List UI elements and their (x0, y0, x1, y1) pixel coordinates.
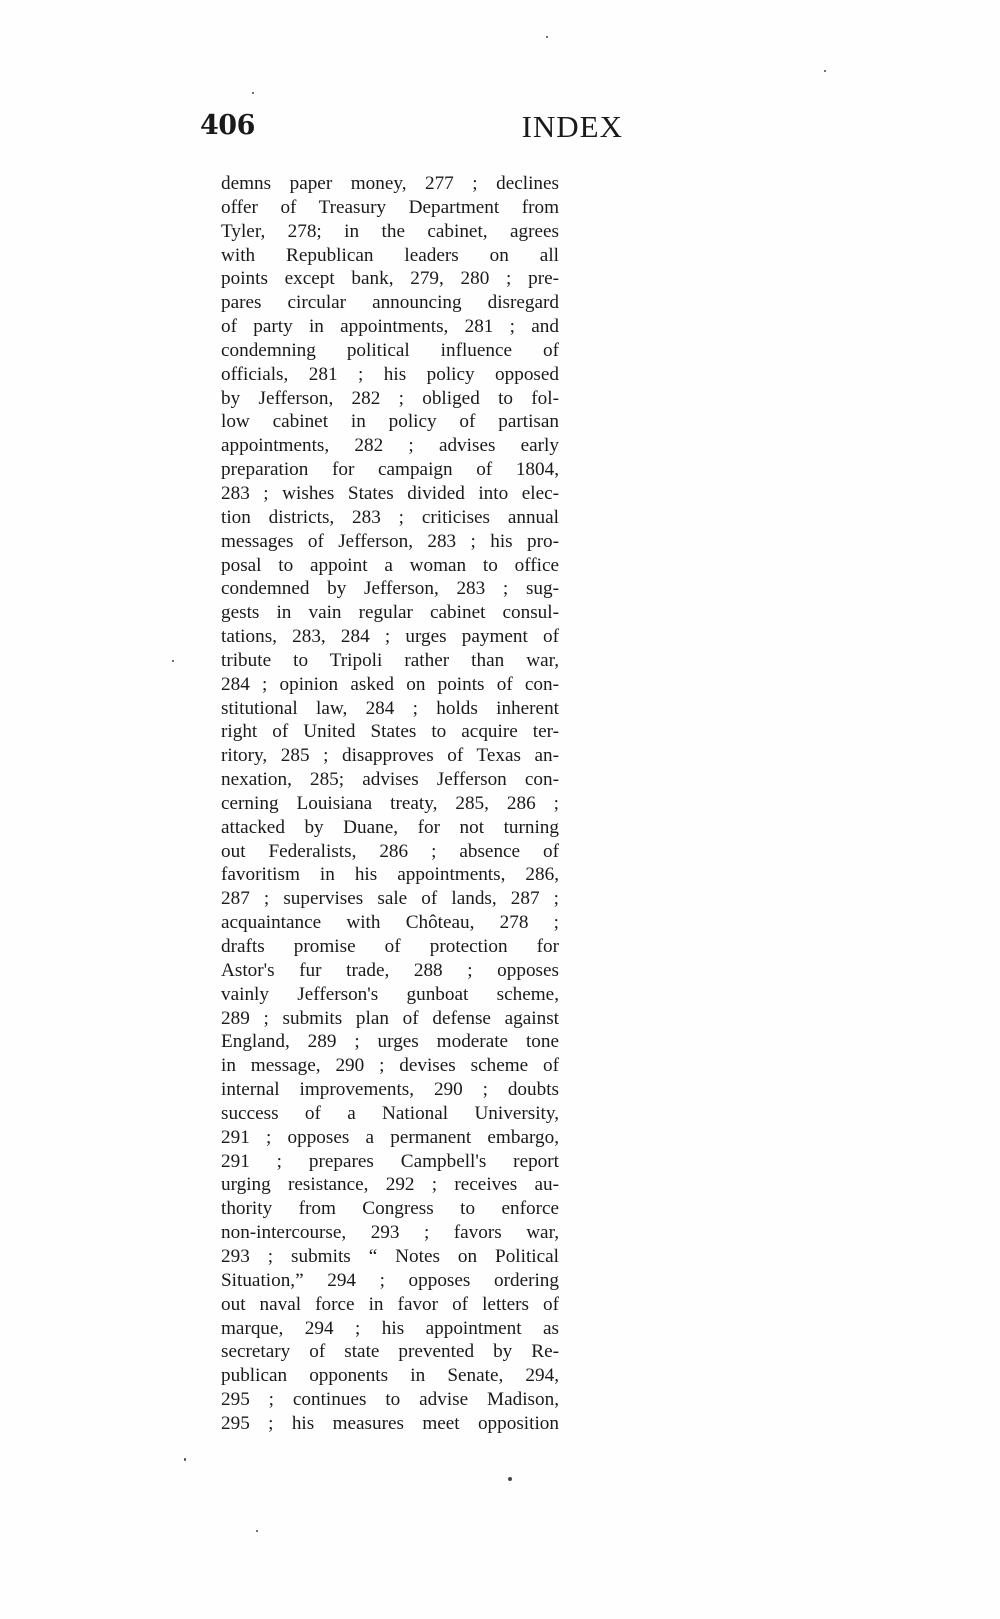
text-line: 289 ; submits plan of defense against (221, 1007, 559, 1029)
text-line: thority from Congress to enforce (221, 1198, 559, 1220)
text-line: secretary of state prevented by Re- (221, 1341, 559, 1363)
text-line: 291 ; prepares Campbell's report (221, 1150, 559, 1172)
text-line: cerning Louisiana treaty, 285, 286 ; (221, 792, 559, 814)
text-line: acquaintance with Chôteau, 278 ; (221, 912, 559, 934)
text-line: 295 ; continues to advise Madison, (221, 1389, 559, 1411)
text-line: condemned by Jefferson, 283 ; sug- (221, 578, 559, 600)
scan-speck (172, 660, 174, 662)
text-line: tations, 283, 284 ; urges payment of (221, 626, 559, 648)
text-line: favoritism in his appointments, 286, (221, 864, 559, 886)
text-line: tribute to Tripoli rather than war, (221, 649, 559, 671)
text-line: out Federalists, 286 ; absence of (221, 840, 559, 862)
text-line: non-intercourse, 293 ; favors war, (221, 1222, 559, 1244)
text-line: 293 ; submits “ Notes on Political (221, 1245, 559, 1267)
page-header (200, 109, 623, 150)
text-line: marque, 294 ; his appointment as (221, 1317, 559, 1339)
text-line: in message, 290 ; devises scheme of (221, 1055, 559, 1077)
text-line: demns paper money, 277 ; declines (221, 173, 559, 194)
text-line: officials, 281 ; his policy opposed (221, 363, 559, 385)
text-line: right of United States to acquire ter- (221, 721, 559, 743)
text-line: Situation,” 294 ; opposes ordering (221, 1269, 559, 1291)
text-line: out naval force in favor of letters of (221, 1293, 559, 1315)
text-line: internal improvements, 290 ; doubts (221, 1079, 559, 1101)
text-line: 287 ; supervises sale of lands, 287 ; (221, 888, 559, 910)
text-line: 295 ; his measures meet opposition (221, 1412, 559, 1434)
text-line: pares circular announcing disregard (221, 292, 559, 314)
text-line: preparation for campaign of 1804, (221, 459, 559, 481)
text-line: publican opponents in Senate, 294, (221, 1365, 559, 1387)
text-line: attacked by Duane, for not turning (221, 816, 559, 838)
text-line: with Republican leaders on all (221, 244, 559, 266)
text-line: vainly Jefferson's gunboat scheme, (221, 983, 559, 1005)
text-line: Tyler, 278; in the cabinet, agrees (221, 220, 559, 242)
text-line: success of a National University, (221, 1102, 559, 1124)
scan-speck (508, 1477, 512, 1481)
text-line: drafts promise of protection for (221, 936, 559, 957)
text-line: posal to appoint a woman to office (221, 554, 559, 576)
text-line: by Jefferson, 282 ; obliged to fol- (221, 387, 559, 409)
text-line: urging resistance, 292 ; receives au- (221, 1174, 559, 1196)
page-number: 406 (200, 110, 255, 141)
text-line: England, 289 ; urges moderate tone (221, 1031, 559, 1053)
text-line: of party in appointments, 281 ; and (221, 316, 559, 338)
text-line: messages of Jefferson, 283 ; his pro- (221, 530, 559, 552)
text-line: 283 ; wishes States divided into elec- (221, 482, 559, 504)
text-line: nexation, 285; advises Jefferson con- (221, 769, 559, 791)
text-line: points except bank, 279, 280 ; pre- (221, 268, 559, 290)
running-head: INDEX (521, 109, 623, 144)
scan-speck (256, 1530, 258, 1532)
text-line: ritory, 285 ; disapproves of Texas an- (221, 745, 559, 767)
text-line: 284 ; opinion asked on points of con- (221, 673, 559, 695)
text-line: tion districts, 283 ; criticises annual (221, 506, 559, 528)
scan-speck (184, 1458, 186, 1461)
text-line: low cabinet in policy of partisan (221, 411, 559, 433)
text-line: condemning political influence of (221, 339, 559, 361)
text-line: offer of Treasury Department from (221, 196, 559, 218)
text-line: Astor's fur trade, 288 ; opposes (221, 959, 559, 981)
text-line: appointments, 282 ; advises early (221, 435, 559, 457)
text-line: stitutional law, 284 ; holds inherent (221, 697, 559, 719)
scan-speck (546, 36, 548, 38)
text-line: 291 ; opposes a permanent embargo, (221, 1126, 559, 1148)
text-line: gests in vain regular cabinet consul- (221, 602, 559, 624)
index-text-block (221, 172, 559, 1436)
scan-speck (252, 92, 254, 94)
scan-speck (824, 70, 826, 72)
